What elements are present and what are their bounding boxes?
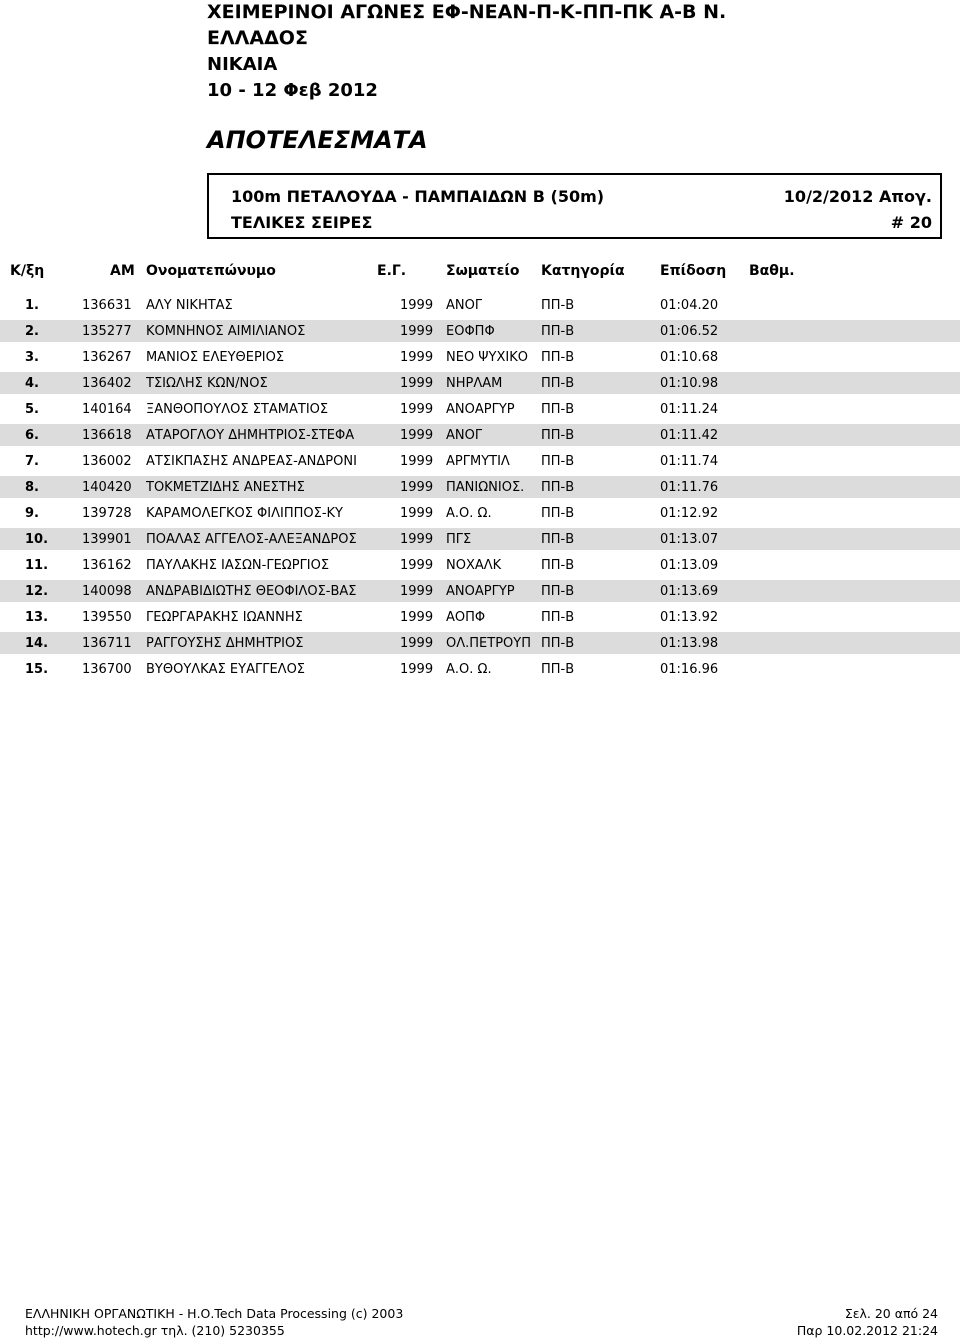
result-category: ΠΠ-Β [541,480,575,495]
result-am: 139728 [82,506,132,521]
result-am: 136618 [82,428,132,443]
table-row [0,318,960,344]
table-row [0,500,960,526]
result-time: 01:11.24 [660,402,719,417]
result-am: 139901 [82,532,132,547]
result-am: 136002 [82,454,132,469]
result-name: ΓΕΩΡΓΑΡΑΚΗΣ ΙΩΑΝΝΗΣ [146,610,303,625]
result-club: ΠΑΝΙΩΝΙΟΣ. [446,480,525,495]
result-category: ΠΠ-Β [541,610,575,625]
table-row [0,422,960,448]
result-position: 6. [25,428,39,443]
result-position: 4. [25,376,39,391]
result-category: ΠΠ-Β [541,350,575,365]
table-row [0,656,960,682]
result-club: Α.Ο. Ω. [446,506,492,521]
result-am: 139550 [82,610,132,625]
result-year: 1999 [400,402,434,417]
table-row [0,526,960,552]
result-am: 136162 [82,558,132,573]
event-date-session: 10/2/2012 Απογ. [783,187,932,206]
table-row [0,604,960,630]
meet-title-line2: ΕΛΛΑΔΟΣ [207,27,308,49]
col-header-pos: Κ/ξη [10,263,45,279]
result-club: Α.Ο. Ω. [446,662,492,677]
result-time: 01:06.52 [660,324,719,339]
result-time: 01:13.07 [660,532,719,547]
result-club: ΑΟΠΦ [446,610,486,625]
result-name: ΚΑΡΑΜΟΛΕΓΚΟΣ ΦΙΛΙΠΠΟΣ-ΚΥ [146,506,343,521]
result-position: 10. [25,532,49,547]
result-am: 136631 [82,298,132,313]
result-year: 1999 [400,532,434,547]
result-name: ΤΟΚΜΕΤΖΙΔΗΣ ΑΝΕΣΤΗΣ [146,480,305,495]
result-position: 8. [25,480,39,495]
col-header-name: Ονοματεπώνυμο [146,263,276,279]
result-position: 3. [25,350,39,365]
results-title: ΑΠΟΤΕΛΕΣΜΑΤΑ [207,126,428,154]
result-position: 5. [25,402,39,417]
result-club: ΑΡΓΜΥΤΙΛ [446,454,510,469]
result-am: 136711 [82,636,132,651]
result-name: ΑΛΥ ΝΙΚΗΤΑΣ [146,298,233,313]
result-name: ΚΟΜΝΗΝΟΣ ΑΙΜΙΛΙΑΝΟΣ [146,324,306,339]
result-club: ΠΓΣ [446,532,472,547]
table-row [0,552,960,578]
result-am: 140098 [82,584,132,599]
result-time: 01:04.20 [660,298,719,313]
result-year: 1999 [400,350,434,365]
col-header-am: ΑΜ [110,263,135,279]
result-category: ΠΠ-Β [541,324,575,339]
result-time: 01:11.74 [660,454,719,469]
result-name: ΤΣΙΩΛΗΣ ΚΩΝ/ΝΟΣ [146,376,268,391]
result-name: ΜΑΝΙΟΣ ΕΛΕΥΘΕΡΙΟΣ [146,350,285,365]
footer-print-date: Παρ 10.02.2012 21:24 [796,1323,938,1338]
result-club: ΑΝΟΓ [446,298,483,313]
result-time: 01:10.68 [660,350,719,365]
result-position: 13. [25,610,49,625]
result-category: ΠΠ-Β [541,584,575,599]
result-name: ΑΝΔΡΑΒΙΔΙΩΤΗΣ ΘΕΟΦΙΛΟΣ-ΒΑΣ [146,584,357,599]
result-time: 01:13.09 [660,558,719,573]
meet-dates: 10 - 12 Φεβ 2012 [207,80,378,101]
result-category: ΠΠ-Β [541,532,575,547]
result-year: 1999 [400,662,434,677]
result-time: 01:12.92 [660,506,719,521]
col-header-year: Ε.Γ. [377,263,407,279]
table-row [0,630,960,656]
result-category: ΠΠ-Β [541,506,575,521]
result-club: ΝΟΧΑΛΚ [446,558,502,573]
result-year: 1999 [400,324,434,339]
table-row [0,292,960,318]
result-year: 1999 [400,454,434,469]
result-year: 1999 [400,506,434,521]
result-club: ΑΝΟΑΡΓΥΡ [446,402,515,417]
table-row [0,396,960,422]
result-am: 135277 [82,324,132,339]
result-category: ΠΠ-Β [541,298,575,313]
result-name: ΠΟΑΛΑΣ ΑΓΓΕΛΟΣ-ΑΛΕΞΑΝΔΡΟΣ [146,532,357,547]
col-header-category: Κατηγορία [541,263,625,279]
result-year: 1999 [400,480,434,495]
result-name: ΠΑΥΛΑΚΗΣ ΙΑΣΩΝ-ΓΕΩΡΓΙΟΣ [146,558,330,573]
event-round: ΤΕΛΙΚΕΣ ΣΕΙΡΕΣ [231,213,373,232]
result-time: 01:11.42 [660,428,719,443]
result-time: 01:13.69 [660,584,719,599]
result-year: 1999 [400,428,434,443]
result-am: 136402 [82,376,132,391]
result-position: 9. [25,506,39,521]
col-header-time: Επίδοση [660,263,727,279]
event-number: # 20 [890,213,932,232]
result-name: ΒΥΘΟΥΛΚΑΣ ΕΥΑΓΓΕΛΟΣ [146,662,306,677]
result-club: ΕΟΦΠΦ [446,324,495,339]
footer-organization: ΕΛΛΗΝΙΚΗ ΟΡΓΑΝΩΤΙΚΗ - Η.Ο.Tech Data Processing (c) 2003 [25,1306,404,1321]
result-year: 1999 [400,558,434,573]
result-club: ΟΛ.ΠΕΤΡΟΥΠ [446,636,531,651]
result-year: 1999 [400,376,434,391]
result-am: 136700 [82,662,132,677]
result-am: 140164 [82,402,132,417]
result-time: 01:13.92 [660,610,719,625]
result-position: 2. [25,324,39,339]
result-club: ΑΝΟΓ [446,428,483,443]
table-row [0,448,960,474]
result-name: ΑΤΑΡΟΓΛΟΥ ΔΗΜΗΤΡΙΟΣ-ΣΤΕΦΑ [146,428,355,443]
result-year: 1999 [400,584,434,599]
event-name: 100m ΠΕΤΑΛΟΥΔΑ - ΠΑΜΠΑΙΔΩΝ Β (50m) [231,187,605,206]
result-club: ΝΕΟ ΨΥΧΙΚΟ [446,350,528,365]
result-category: ΠΠ-Β [541,662,575,677]
result-name: ΑΤΣΙΚΠΑΣΗΣ ΑΝΔΡΕΑΣ-ΑΝΔΡΟΝΙ [146,454,357,469]
meet-title-line1: ΧΕΙΜΕΡΙΝΟΙ ΑΓΩΝΕΣ ΕΦ-ΝΕΑΝ-Π-Κ-ΠΠ-ΠΚ Α-Β Ν. [207,1,727,23]
result-position: 1. [25,298,39,313]
table-row [0,370,960,396]
result-name: ΡΑΓΓΟΥΣΗΣ ΔΗΜΗΤΡΙΟΣ [146,636,304,651]
event-info-box [207,173,942,239]
result-category: ΠΠ-Β [541,636,575,651]
result-club: ΑΝΟΑΡΓΥΡ [446,584,515,599]
result-year: 1999 [400,298,434,313]
results-table [0,292,960,682]
result-category: ΠΠ-Β [541,428,575,443]
result-time: 01:13.98 [660,636,719,651]
result-time: 01:16.96 [660,662,719,677]
footer-page-number: Σελ. 20 από 24 [844,1306,938,1321]
meet-venue: ΝΙΚΑΙΑ [207,54,278,75]
result-year: 1999 [400,636,434,651]
result-category: ΠΠ-Β [541,376,575,391]
result-am: 140420 [82,480,132,495]
result-position: 15. [25,662,49,677]
result-position: 14. [25,636,49,651]
col-header-club: Σωματείο [446,263,520,279]
table-row [0,344,960,370]
footer-contact: http://www.hotech.gr τηλ. (210) 5230355 [25,1323,285,1338]
result-club: ΝΗΡΛΑΜ [446,376,503,391]
result-am: 136267 [82,350,132,365]
result-name: ΞΑΝΘΟΠΟΥΛΟΣ ΣΤΑΜΑΤΙΟΣ [146,402,329,417]
col-header-points: Βαθμ. [749,263,795,279]
result-time: 01:10.98 [660,376,719,391]
table-row [0,474,960,500]
table-row [0,578,960,604]
result-position: 7. [25,454,39,469]
result-year: 1999 [400,610,434,625]
result-category: ΠΠ-Β [541,454,575,469]
result-category: ΠΠ-Β [541,558,575,573]
result-position: 11. [25,558,49,573]
result-category: ΠΠ-Β [541,402,575,417]
result-position: 12. [25,584,49,599]
result-time: 01:11.76 [660,480,719,495]
